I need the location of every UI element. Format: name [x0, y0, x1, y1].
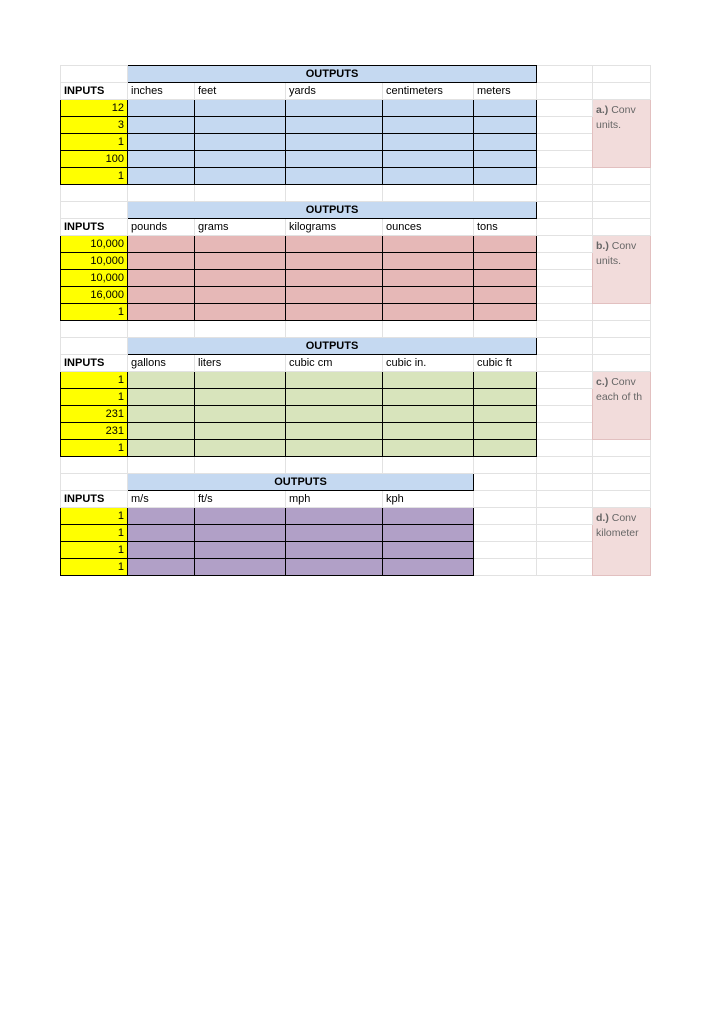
note-text: Conv each of th — [596, 376, 643, 403]
empty-cell[interactable] — [593, 202, 651, 219]
outputs-label[interactable]: OUTPUTS — [128, 474, 474, 491]
output-cell[interactable] — [128, 372, 195, 389]
output-cell[interactable] — [195, 287, 286, 304]
output-cell[interactable] — [286, 372, 383, 389]
empty-cell[interactable] — [61, 185, 128, 202]
empty-cell[interactable] — [61, 202, 128, 219]
empty-cell[interactable] — [593, 219, 651, 236]
column-header[interactable]: gallons — [128, 355, 195, 372]
spreadsheet-grid — [60, 65, 651, 576]
input-cell[interactable]: 10,000 — [61, 253, 128, 270]
empty-cell[interactable] — [593, 440, 651, 457]
output-cell[interactable] — [195, 134, 286, 151]
empty-cell[interactable] — [383, 457, 474, 474]
empty-cell[interactable] — [593, 457, 651, 474]
output-cell[interactable] — [474, 134, 537, 151]
empty-cell[interactable] — [474, 559, 537, 576]
empty-cell[interactable] — [61, 321, 128, 338]
outputs-label[interactable]: OUTPUTS — [128, 338, 537, 355]
column-header[interactable]: feet — [195, 83, 286, 100]
input-cell[interactable]: 1 — [61, 389, 128, 406]
data-row — [61, 134, 651, 151]
instruction-note — [593, 372, 651, 440]
output-cell[interactable] — [474, 389, 537, 406]
input-cell[interactable]: 1 — [61, 440, 128, 457]
output-cell[interactable] — [195, 525, 286, 542]
empty-cell[interactable] — [537, 66, 593, 83]
outputs-header-row — [61, 474, 651, 491]
empty-cell[interactable] — [537, 100, 593, 117]
empty-cell[interactable] — [128, 321, 195, 338]
output-cell[interactable] — [195, 423, 286, 440]
inputs-label[interactable]: INPUTS — [61, 83, 128, 100]
empty-cell[interactable] — [593, 304, 651, 321]
output-cell[interactable] — [383, 440, 474, 457]
data-row — [61, 406, 651, 423]
outputs-label[interactable]: OUTPUTS — [128, 202, 537, 219]
empty-cell[interactable] — [286, 185, 383, 202]
outputs-header-row — [61, 338, 651, 355]
empty-cell[interactable] — [593, 338, 651, 355]
data-row — [61, 372, 651, 389]
empty-cell[interactable] — [593, 83, 651, 100]
output-cell[interactable] — [286, 117, 383, 134]
output-cell[interactable] — [383, 508, 474, 525]
input-cell[interactable]: 1 — [61, 508, 128, 525]
output-cell[interactable] — [383, 304, 474, 321]
output-cell[interactable] — [128, 253, 195, 270]
output-cell[interactable] — [286, 440, 383, 457]
empty-cell[interactable] — [593, 491, 651, 508]
output-cell[interactable] — [383, 559, 474, 576]
note-text: Conv kilometer — [596, 512, 639, 539]
data-row — [61, 525, 651, 542]
empty-cell[interactable] — [537, 457, 593, 474]
output-cell[interactable] — [128, 270, 195, 287]
output-cell[interactable] — [383, 151, 474, 168]
output-cell[interactable] — [474, 423, 537, 440]
output-cell[interactable] — [383, 406, 474, 423]
empty-cell[interactable] — [537, 83, 593, 100]
note-text: Conv units. — [596, 240, 637, 267]
inputs-label[interactable]: INPUTS — [61, 491, 128, 508]
data-row — [61, 542, 651, 559]
output-cell[interactable] — [474, 270, 537, 287]
empty-cell[interactable] — [474, 185, 537, 202]
empty-cell[interactable] — [537, 525, 593, 542]
column-header[interactable]: yards — [286, 83, 383, 100]
empty-cell[interactable] — [593, 168, 651, 185]
output-cell[interactable] — [128, 542, 195, 559]
output-cell[interactable] — [474, 100, 537, 117]
output-cell[interactable] — [128, 525, 195, 542]
empty-cell[interactable] — [474, 542, 537, 559]
output-cell[interactable] — [128, 304, 195, 321]
output-cell[interactable] — [128, 134, 195, 151]
input-cell[interactable]: 1 — [61, 542, 128, 559]
column-header[interactable]: mph — [286, 491, 383, 508]
empty-cell[interactable] — [195, 185, 286, 202]
empty-cell[interactable] — [286, 321, 383, 338]
empty-cell[interactable] — [537, 168, 593, 185]
output-cell[interactable] — [195, 559, 286, 576]
column-header[interactable]: cubic cm — [286, 355, 383, 372]
output-cell[interactable] — [195, 270, 286, 287]
empty-cell[interactable] — [474, 491, 537, 508]
output-cell[interactable] — [128, 100, 195, 117]
input-cell[interactable]: 1 — [61, 134, 128, 151]
data-row — [61, 100, 651, 117]
column-header[interactable]: m/s — [128, 491, 195, 508]
output-cell[interactable] — [286, 304, 383, 321]
output-cell[interactable] — [128, 236, 195, 253]
empty-cell[interactable] — [474, 457, 537, 474]
empty-cell[interactable] — [128, 185, 195, 202]
output-cell[interactable] — [474, 287, 537, 304]
output-cell[interactable] — [195, 236, 286, 253]
output-cell[interactable] — [195, 542, 286, 559]
data-row — [61, 151, 651, 168]
data-row — [61, 253, 651, 270]
column-header[interactable]: inches — [128, 83, 195, 100]
output-cell[interactable] — [474, 117, 537, 134]
column-header-row — [61, 491, 651, 508]
empty-cell[interactable] — [537, 253, 593, 270]
column-header[interactable]: cubic ft — [474, 355, 537, 372]
empty-cell[interactable] — [537, 304, 593, 321]
empty-cell[interactable] — [537, 440, 593, 457]
empty-cell[interactable] — [593, 321, 651, 338]
empty-cell[interactable] — [537, 423, 593, 440]
output-cell[interactable] — [474, 304, 537, 321]
output-cell[interactable] — [195, 253, 286, 270]
data-row — [61, 389, 651, 406]
empty-cell[interactable] — [537, 219, 593, 236]
output-cell[interactable] — [383, 100, 474, 117]
output-cell[interactable] — [286, 287, 383, 304]
column-header[interactable]: ounces — [383, 219, 474, 236]
output-cell[interactable] — [286, 151, 383, 168]
column-header[interactable]: grams — [195, 219, 286, 236]
empty-cell[interactable] — [537, 151, 593, 168]
output-cell[interactable] — [195, 304, 286, 321]
output-cell[interactable] — [474, 372, 537, 389]
empty-cell[interactable] — [537, 542, 593, 559]
output-cell[interactable] — [128, 559, 195, 576]
empty-cell[interactable] — [537, 474, 593, 491]
data-row — [61, 117, 651, 134]
input-cell[interactable]: 100 — [61, 151, 128, 168]
empty-cell[interactable] — [474, 508, 537, 525]
output-cell[interactable] — [128, 168, 195, 185]
outputs-label[interactable]: OUTPUTS — [128, 66, 537, 83]
empty-cell[interactable] — [383, 321, 474, 338]
output-cell[interactable] — [474, 151, 537, 168]
data-row — [61, 508, 651, 525]
output-cell[interactable] — [474, 236, 537, 253]
empty-cell[interactable] — [537, 355, 593, 372]
input-cell[interactable]: 10,000 — [61, 236, 128, 253]
output-cell[interactable] — [128, 151, 195, 168]
note-text: Conv units. — [596, 104, 636, 131]
output-cell[interactable] — [128, 440, 195, 457]
output-cell[interactable] — [195, 168, 286, 185]
empty-cell[interactable] — [537, 202, 593, 219]
output-cell[interactable] — [286, 525, 383, 542]
empty-cell[interactable] — [537, 134, 593, 151]
output-cell[interactable] — [383, 117, 474, 134]
empty-cell[interactable] — [593, 66, 651, 83]
input-cell[interactable]: 1 — [61, 559, 128, 576]
output-cell[interactable] — [286, 236, 383, 253]
output-cell[interactable] — [286, 168, 383, 185]
output-cell[interactable] — [128, 117, 195, 134]
input-cell[interactable]: 16,000 — [61, 287, 128, 304]
data-row — [61, 287, 651, 304]
column-header-row — [61, 83, 651, 100]
output-cell[interactable] — [383, 168, 474, 185]
empty-cell[interactable] — [195, 321, 286, 338]
output-cell[interactable] — [383, 389, 474, 406]
output-cell[interactable] — [195, 100, 286, 117]
output-cell[interactable] — [286, 559, 383, 576]
empty-cell[interactable] — [537, 406, 593, 423]
spacer-row — [61, 457, 651, 474]
data-row — [61, 168, 651, 185]
note-prefix: a.) — [596, 104, 609, 116]
empty-cell[interactable] — [61, 338, 128, 355]
empty-cell[interactable] — [537, 508, 593, 525]
note-prefix: b.) — [596, 240, 609, 252]
output-cell[interactable] — [195, 151, 286, 168]
output-cell[interactable] — [286, 100, 383, 117]
output-cell[interactable] — [286, 253, 383, 270]
inputs-label[interactable]: INPUTS — [61, 355, 128, 372]
output-cell[interactable] — [286, 508, 383, 525]
empty-cell[interactable] — [537, 185, 593, 202]
empty-cell[interactable] — [593, 185, 651, 202]
output-cell[interactable] — [383, 542, 474, 559]
empty-cell[interactable] — [537, 270, 593, 287]
empty-cell[interactable] — [61, 474, 128, 491]
empty-cell[interactable] — [537, 372, 593, 389]
input-cell[interactable]: 1 — [61, 525, 128, 542]
empty-cell[interactable] — [537, 236, 593, 253]
empty-cell[interactable] — [286, 457, 383, 474]
output-cell[interactable] — [383, 287, 474, 304]
empty-cell[interactable] — [195, 457, 286, 474]
empty-cell[interactable] — [537, 491, 593, 508]
output-cell[interactable] — [128, 508, 195, 525]
data-row — [61, 559, 651, 576]
output-cell[interactable] — [195, 406, 286, 423]
input-cell[interactable]: 1 — [61, 168, 128, 185]
empty-cell[interactable] — [383, 185, 474, 202]
output-cell[interactable] — [286, 389, 383, 406]
output-cell[interactable] — [383, 423, 474, 440]
input-cell[interactable]: 231 — [61, 406, 128, 423]
empty-cell[interactable] — [474, 321, 537, 338]
note-prefix: c.) — [596, 376, 609, 388]
input-cell[interactable]: 12 — [61, 100, 128, 117]
column-header[interactable]: liters — [195, 355, 286, 372]
empty-cell[interactable] — [474, 474, 537, 491]
column-header[interactable]: ft/s — [195, 491, 286, 508]
empty-cell[interactable] — [537, 389, 593, 406]
output-cell[interactable] — [383, 253, 474, 270]
output-cell[interactable] — [286, 423, 383, 440]
output-cell[interactable] — [128, 389, 195, 406]
data-row — [61, 440, 651, 457]
empty-cell[interactable] — [593, 355, 651, 372]
output-cell[interactable] — [383, 270, 474, 287]
output-cell[interactable] — [474, 168, 537, 185]
empty-cell[interactable] — [128, 457, 195, 474]
output-cell[interactable] — [474, 406, 537, 423]
empty-cell[interactable] — [537, 287, 593, 304]
empty-cell[interactable] — [61, 66, 128, 83]
instruction-note — [593, 100, 651, 168]
empty-cell[interactable] — [593, 474, 651, 491]
column-header-row — [61, 219, 651, 236]
output-cell[interactable] — [195, 440, 286, 457]
instruction-note — [593, 508, 651, 576]
output-cell[interactable] — [474, 440, 537, 457]
input-cell[interactable]: 1 — [61, 304, 128, 321]
output-cell[interactable] — [286, 270, 383, 287]
empty-cell[interactable] — [537, 338, 593, 355]
output-cell[interactable] — [128, 423, 195, 440]
column-header[interactable]: tons — [474, 219, 537, 236]
outputs-header-row — [61, 202, 651, 219]
output-cell[interactable] — [383, 236, 474, 253]
output-cell[interactable] — [286, 134, 383, 151]
inputs-label[interactable]: INPUTS — [61, 219, 128, 236]
column-header[interactable]: meters — [474, 83, 537, 100]
outputs-header-row — [61, 66, 651, 83]
output-cell[interactable] — [128, 287, 195, 304]
output-cell[interactable] — [383, 134, 474, 151]
input-cell[interactable]: 3 — [61, 117, 128, 134]
column-header[interactable]: kilograms — [286, 219, 383, 236]
output-cell[interactable] — [195, 117, 286, 134]
output-cell[interactable] — [383, 372, 474, 389]
empty-cell[interactable] — [474, 525, 537, 542]
column-header-row — [61, 355, 651, 372]
empty-cell[interactable] — [537, 559, 593, 576]
empty-cell[interactable] — [537, 321, 593, 338]
empty-cell[interactable] — [61, 457, 128, 474]
data-row — [61, 304, 651, 321]
input-cell[interactable]: 231 — [61, 423, 128, 440]
output-cell[interactable] — [128, 406, 195, 423]
output-cell[interactable] — [286, 542, 383, 559]
note-prefix: d.) — [596, 512, 609, 524]
spacer-row — [61, 321, 651, 338]
empty-cell[interactable] — [537, 117, 593, 134]
input-cell[interactable]: 1 — [61, 372, 128, 389]
column-header[interactable]: cubic in. — [383, 355, 474, 372]
data-row — [61, 236, 651, 253]
column-header[interactable]: kph — [383, 491, 474, 508]
column-header[interactable]: centimeters — [383, 83, 474, 100]
output-cell[interactable] — [195, 389, 286, 406]
instruction-note — [593, 236, 651, 304]
data-row — [61, 423, 651, 440]
column-header[interactable]: pounds — [128, 219, 195, 236]
spacer-row — [61, 185, 651, 202]
output-cell[interactable] — [195, 372, 286, 389]
output-cell[interactable] — [383, 525, 474, 542]
data-row — [61, 270, 651, 287]
input-cell[interactable]: 10,000 — [61, 270, 128, 287]
output-cell[interactable] — [474, 253, 537, 270]
output-cell[interactable] — [195, 508, 286, 525]
output-cell[interactable] — [286, 406, 383, 423]
